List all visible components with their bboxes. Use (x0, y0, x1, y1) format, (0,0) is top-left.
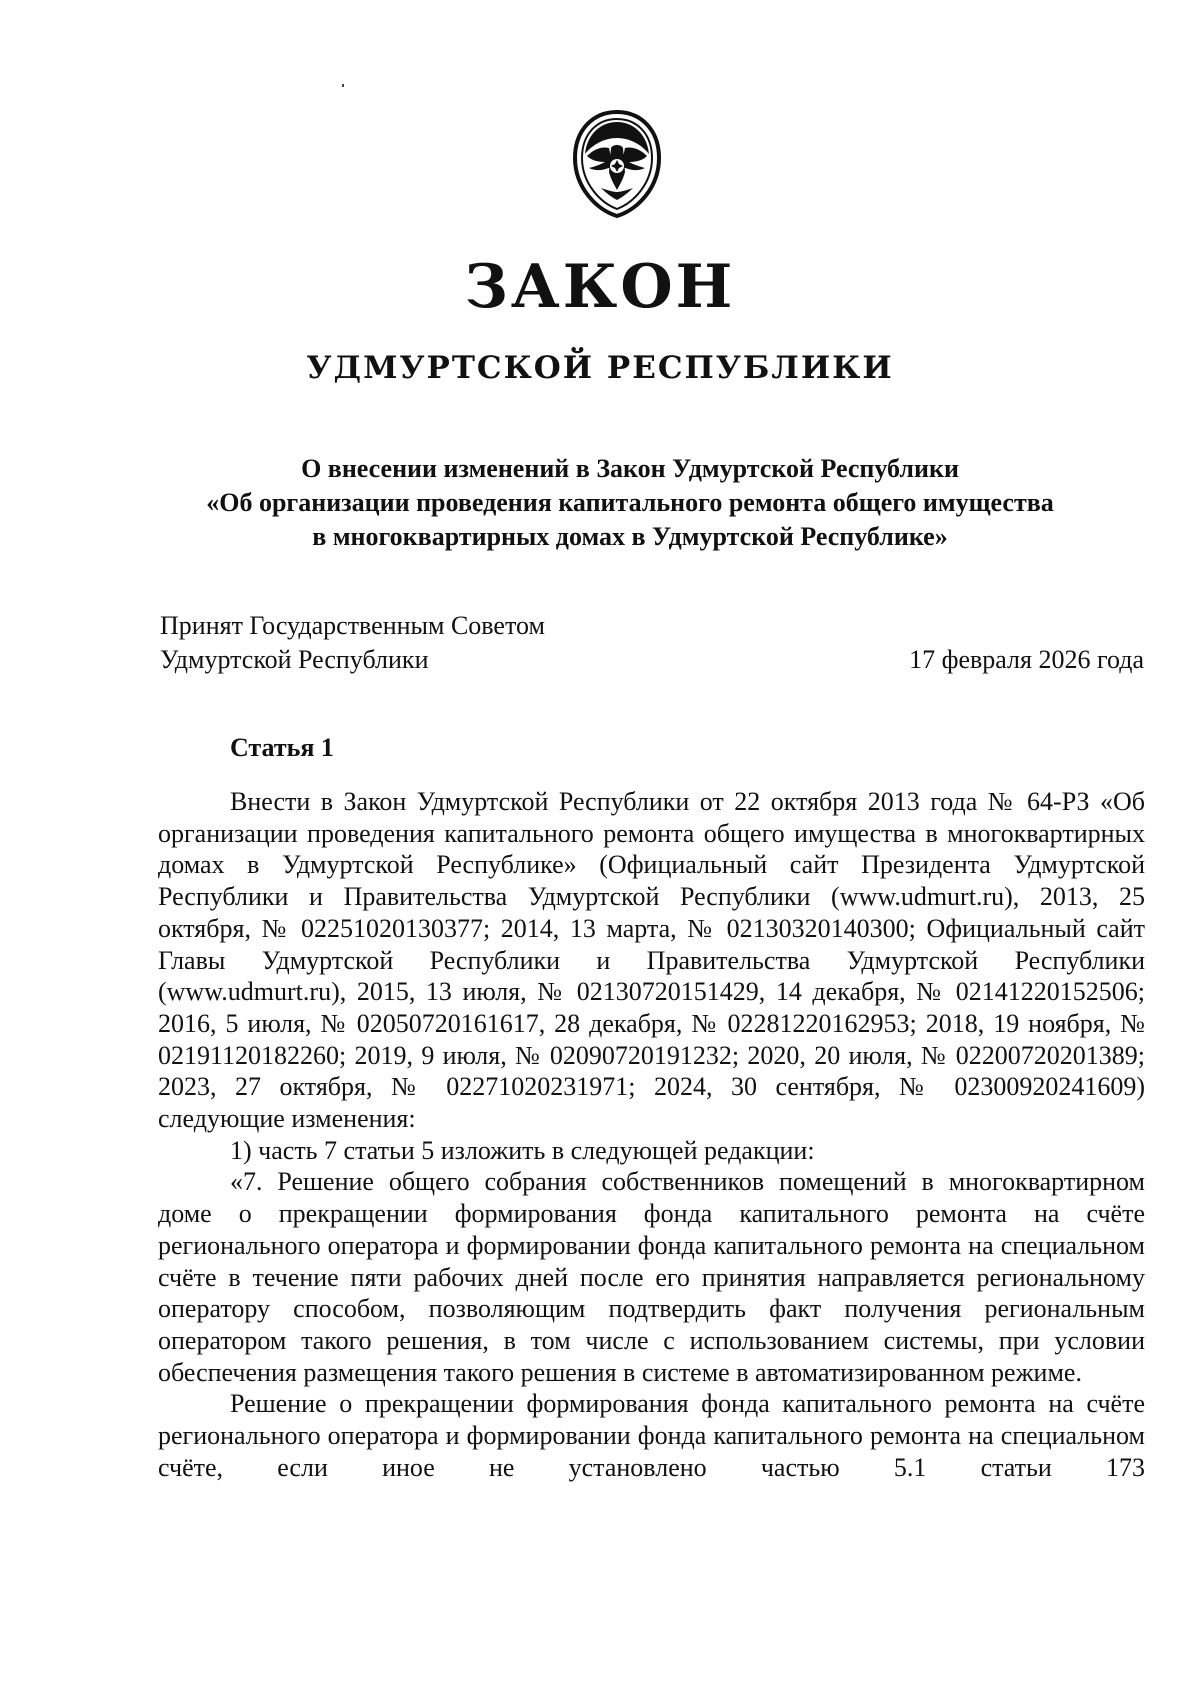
coat-of-arms-emblem (571, 110, 663, 218)
adoption-date: 17 февраля 2026 года (909, 645, 1144, 674)
document-heading-line: «Об организации проведения капитального ремонта общего имущества (206, 488, 1054, 517)
law-title: ЗАКОН (464, 252, 736, 322)
article-paragraph: 1) часть 7 статьи 5 изложить в следующей редакции: (230, 1135, 815, 1165)
scan-speck (342, 84, 344, 87)
article-body (158, 786, 1145, 1483)
adoption-statement (160, 609, 545, 677)
adoption-line: Удмуртской Республики (160, 645, 429, 674)
article-paragraph: Решение о прекращении формирования фонда капитального ремонта на счёте регионального оператора и формировании фонда капитального ремонта на специальном счёте, если иное не установлено частью 5.1 статьи 173 (158, 1389, 1145, 1482)
document-heading (140, 452, 1120, 554)
article-title: Статья 1 (230, 733, 334, 762)
adoption-line: Принят Государственным Советом (160, 611, 545, 640)
article-paragraph: «7. Решение общего собрания собственников помещений в многоквартирном доме о прекращении формирования фонда капитального ремонта на счёте регионального оператора и формировании фонда капитального ремонта на специальном счёте в течение пяти рабочих дней после его принятия направляется региональному оператору способом, позволяющим подтвердить факт получения региональным оператором такого решения, в том числе с использованием системы, при условии обеспечения размещения такого решения в системе в автоматизированном режиме. (158, 1167, 1145, 1387)
document-heading-line: О внесении изменений в Закон Удмуртской Республики (301, 454, 959, 483)
udmurt-coat-of-arms-icon (571, 110, 663, 218)
republic-subtitle: УДМУРТСКОЙ РЕСПУБЛИКИ (306, 350, 894, 386)
article-paragraph: Внести в Закон Удмуртской Республики от 22 октября 2013 года № 64-РЗ «Об организации проведения капитального ремонта общего имущества в многоквартирных домах в Удмуртской Республике» (Официальный сайт Президента Удмуртской Республики и Правительства Удмуртской Республики (www.udmurt.ru), 2013, 25 октября, № 02251020130377; 2014, 13 марта, № 02130320140300; Официальный сайт Главы Удмуртской Республики и Правительства Удмуртской Республики (www.udmurt.ru), 2015, 13 июля, № 02130720151429, 14 декабря, № 02141220152506; 2016, 5 июля, № 02050720161617, 28 декабря, № 02281220162953; 2018, 19 ноября, № 02191120182260; 2019, 9 июля, № 02090720191232; 2020, 20 июля, № 02200720201389; 2023, 27 октября, № 02271020231971; 2024, 30 сентября, № 02300920241609) следующие изменения: (158, 787, 1145, 1134)
document-heading-line: в многоквартирных домах в Удмуртской Республике» (312, 522, 948, 551)
